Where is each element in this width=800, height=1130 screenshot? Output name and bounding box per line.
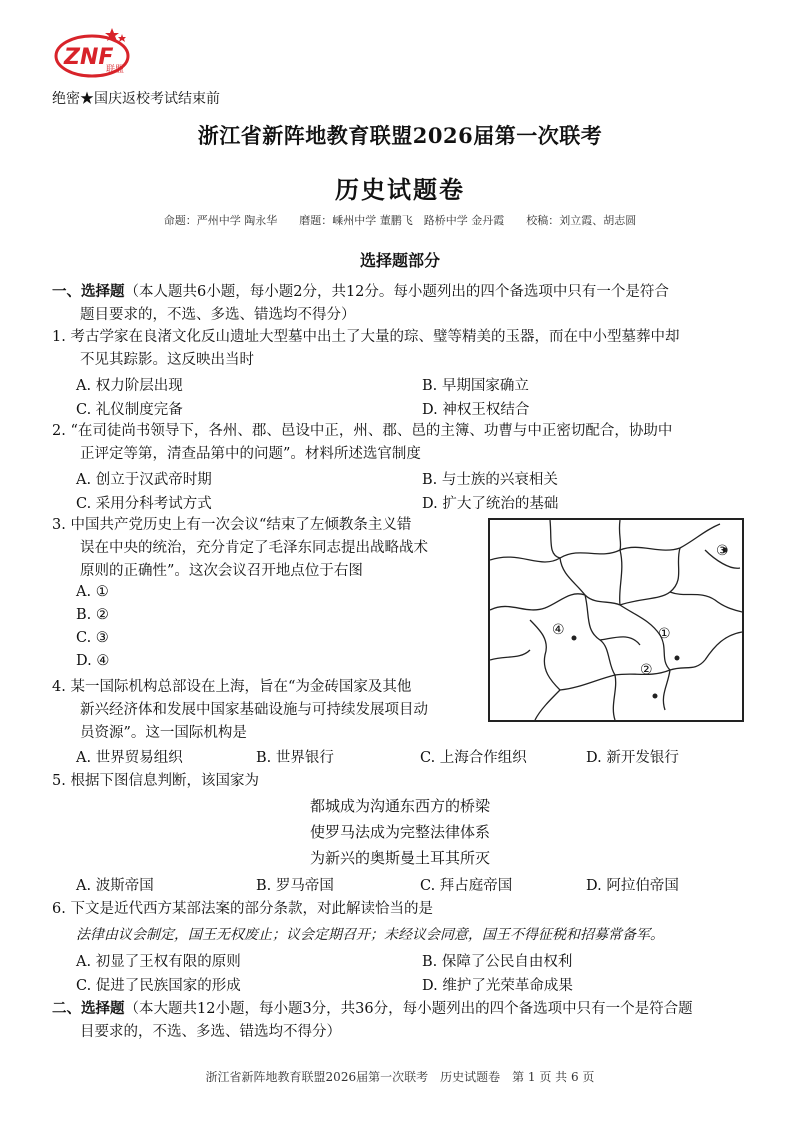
q5-info-line3: 为新兴的奥斯曼土耳其所灭 <box>309 849 490 867</box>
logo-sub: 联盟 <box>106 65 125 75</box>
logo-mark <box>52 22 132 82</box>
q4-stem3: 员资源”。这一国际机构是 <box>80 725 247 741</box>
q6-option-a: A. 初显了王权有限的原则 <box>76 954 241 970</box>
q4-stem2: 新兴经济体和发展中国家基础设施与可持续发展项目动 <box>80 702 428 718</box>
q5-option-d: D. 阿拉伯帝国 <box>586 878 679 894</box>
question-2 <box>52 420 752 466</box>
q3-stem3: 原则的正确性”。这次会议召开地点位于右图 <box>80 563 363 579</box>
map-label-3: ③ <box>716 543 729 559</box>
q4-stem1: 4. 某一国际机构总部设在上海，旨在“为金砖国家及其他 <box>52 679 412 695</box>
q6-stem: 6. 下文是近代西方某部法案的部分条款，对此解读恰当的是 <box>52 901 433 917</box>
q1-option-a: A. 权力阶层出现 <box>76 378 183 394</box>
q2-stem2: 正评定等第，清查品第中的问题”。材料所述选官制度 <box>80 446 421 462</box>
page-footer: 浙江省新阵地教育联盟2026届第一次联考 历史试题卷 第 1 页 共 6 页 <box>205 1070 595 1084</box>
part1-instructions <box>52 280 752 327</box>
part2-instructions <box>52 997 752 1044</box>
q3-option-c: C. ③ <box>76 630 109 646</box>
part1-label: 一、选择题 <box>52 283 125 300</box>
map-label-4: ④ <box>552 622 565 638</box>
question-1 <box>52 326 752 372</box>
q6-option-b: B. 保障了公民自由权利 <box>422 954 573 970</box>
q5-option-b: B. 罗马帝国 <box>256 878 334 894</box>
q1-option-d: D. 神权王权结合 <box>422 402 530 418</box>
q1-stem1: 1. 考古学家在良渚文化反山遗址大型墓中出土了大量的琮、璧等精美的玉器，而在中小型墓葬中却 <box>52 329 680 345</box>
part1-desc2: 题目要求的，不选、多选、错选均不得分） <box>80 307 356 323</box>
q2-option-c: C. 采用分科考试方式 <box>76 496 212 512</box>
part2-label: 二、选择题 <box>52 1000 125 1017</box>
q4-option-a: A. 世界贸易组织 <box>76 750 183 766</box>
map-figure <box>490 520 742 720</box>
q3-stem1: 3. 中国共产党历史上有一次会议“结束了左倾教条主义错 <box>52 517 412 533</box>
map-label-1: ① <box>658 626 671 642</box>
map-label-2: ② <box>640 662 653 678</box>
q5-stem: 5. 根据下图信息判断，该国家为 <box>52 773 259 789</box>
q2-stem1: 2. “在司徒尚书领导下，各州、郡、邑设中正，州、郡、邑的主簿、功曹与中正密切配合，协助中 <box>52 423 673 439</box>
q4-option-b: B. 世界银行 <box>256 750 334 766</box>
part1-desc1: （本人题共6小题，每小题2分，共12分。每小题列出的四个备选项中只有一个是符合 <box>124 284 669 300</box>
q1-stem2: 不见其踪影。这反映出当时 <box>80 352 254 368</box>
logo <box>52 22 132 82</box>
q5-option-a: A. 波斯帝国 <box>76 878 154 894</box>
q3-option-d: D. ④ <box>76 653 110 669</box>
star-icon <box>118 34 126 42</box>
q6-quote: 法律由议会制定，国王无权废止；议会定期召开；未经议会同意，国王不得征税和招募常备军。 <box>76 927 664 943</box>
q2-option-a: A. 创立于汉武帝时期 <box>76 472 212 488</box>
q3-option-b: B. ② <box>76 607 109 623</box>
q4-option-c: C. 上海合作组织 <box>420 750 527 766</box>
q3-option-a: A. ① <box>76 584 109 600</box>
secret-label: 绝密★国庆返校考试结束前 <box>52 91 220 107</box>
q4-option-d: D. 新开发银行 <box>586 750 679 766</box>
q6-option-c: C. 促进了民族国家的形成 <box>76 978 241 994</box>
page-subtitle: 历史试题卷 <box>335 175 465 204</box>
page-title: 浙江省新阵地教育联盟2026届第一次联考 <box>197 123 603 148</box>
authors-line: 命题：严州中学 陶永华 磨题：嵊州中学 董鹏飞 路桥中学 金丹霞 校稿：刘立霞、胡志圆 <box>163 214 637 227</box>
logo-text: ZNF <box>64 45 114 70</box>
q3-stem2: 误在中央的统治，充分肯定了毛泽东同志提出战略战术 <box>80 540 428 556</box>
q5-info-line2: 使罗马法成为完整法律体系 <box>309 823 490 841</box>
q5-option-c: C. 拜占庭帝国 <box>420 878 513 894</box>
q1-option-b: B. 早期国家确立 <box>422 378 529 394</box>
section-title: 选择题部分 <box>359 251 440 270</box>
q2-option-b: B. 与士族的兴衰相关 <box>422 472 558 488</box>
part2-desc1: （本大题共12小题，每小题3分，共36分，每小题列出的四个备选项中只有一个是符合题 <box>124 1001 693 1017</box>
china-map <box>488 518 744 722</box>
q1-option-c: C. 礼仪制度完备 <box>76 402 183 418</box>
question-3 <box>52 514 482 583</box>
part2-desc2: 目要求的，不选、多选、错选均不得分） <box>80 1024 341 1040</box>
q5-info-line1: 都城成为沟通东西方的桥梁 <box>309 797 490 815</box>
question-4 <box>52 676 482 745</box>
q6-option-d: D. 维护了光荣革命成果 <box>422 978 573 994</box>
q2-option-d: D. 扩大了统治的基础 <box>422 496 559 512</box>
